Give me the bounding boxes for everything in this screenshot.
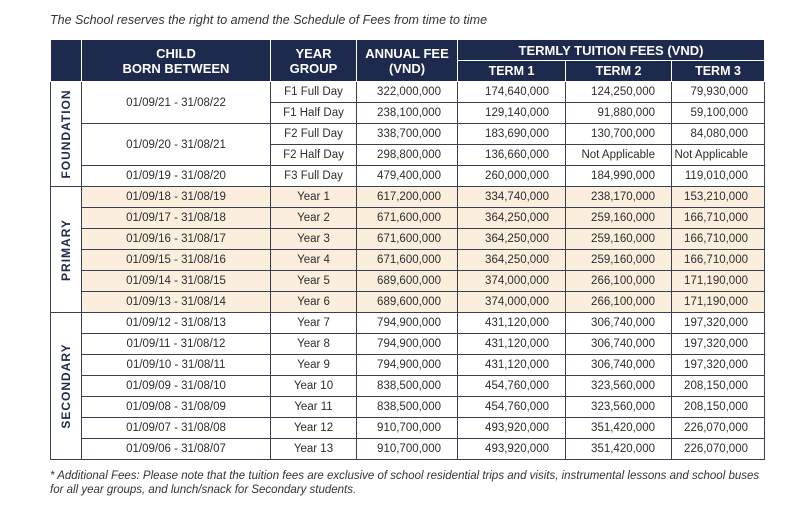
year-group-cell: F2 Half Day	[271, 145, 357, 166]
born-between-cell: 01/09/20 - 31/08/21	[82, 124, 271, 166]
term3-fee-cell: 166,710,000	[672, 229, 765, 250]
table-row	[51, 187, 765, 208]
table-row	[51, 229, 765, 250]
term1-fee-cell: 129,140,000	[458, 103, 566, 124]
born-between-cell: 01/09/19 - 31/08/20	[82, 166, 271, 187]
fee-table-body	[51, 82, 765, 460]
born-between-cell: 01/09/10 - 31/08/11	[82, 355, 271, 376]
term2-fee-cell: 259,160,000	[566, 229, 672, 250]
born-between-cell: 01/09/09 - 31/08/10	[82, 376, 271, 397]
section-label-secondary	[51, 313, 82, 460]
term2-fee-cell: 351,420,000	[566, 439, 672, 460]
term2-fee-cell: 306,740,000	[566, 355, 672, 376]
term3-fee-cell: 171,190,000	[672, 292, 765, 313]
header-year-line1: YEAR	[295, 45, 332, 61]
annual-fee-cell: 479,400,000	[357, 166, 458, 187]
term2-fee-cell: 323,560,000	[566, 397, 672, 418]
year-group-cell: Year 5	[271, 271, 357, 292]
born-between-cell: 01/09/07 - 31/08/08	[82, 418, 271, 439]
annual-fee-cell: 794,900,000	[357, 334, 458, 355]
annual-fee-cell: 671,600,000	[357, 229, 458, 250]
year-group-cell: Year 9	[271, 355, 357, 376]
born-between-cell: 01/09/13 - 31/08/14	[82, 292, 271, 313]
header-child-born-between	[82, 40, 271, 82]
born-between-cell: 01/09/15 - 31/08/16	[82, 250, 271, 271]
header-annual-line1: ANNUAL FEE	[365, 45, 449, 61]
section-label-text: FOUNDATION	[59, 89, 73, 179]
term1-fee-cell: 454,760,000	[458, 376, 566, 397]
header-child-line1: CHILD	[156, 45, 196, 61]
annual-fee-cell: 298,800,000	[357, 145, 458, 166]
term1-fee-cell: 493,920,000	[458, 439, 566, 460]
born-between-cell: 01/09/12 - 31/08/13	[82, 313, 271, 334]
section-label-primary	[51, 187, 82, 313]
born-between-cell: 01/09/08 - 31/08/09	[82, 397, 271, 418]
year-group-cell: F1 Half Day	[271, 103, 357, 124]
year-group-cell: Year 13	[271, 439, 357, 460]
term3-fee-cell: 208,150,000	[672, 376, 765, 397]
term1-fee-cell: 374,000,000	[458, 292, 566, 313]
table-row	[51, 418, 765, 439]
born-between-cell: 01/09/21 - 31/08/22	[82, 82, 271, 124]
table-row	[51, 376, 765, 397]
term1-fee-cell: 364,250,000	[458, 208, 566, 229]
term3-fee-cell: 119,010,000	[672, 166, 765, 187]
term3-fee-cell: 197,320,000	[672, 334, 765, 355]
table-row	[51, 355, 765, 376]
term1-fee-cell: 364,250,000	[458, 229, 566, 250]
term2-fee-cell: 266,100,000	[566, 271, 672, 292]
annual-fee-cell: 322,000,000	[357, 82, 458, 103]
annual-fee-cell: 338,700,000	[357, 124, 458, 145]
term1-fee-cell: 334,740,000	[458, 187, 566, 208]
term1-fee-cell: 364,250,000	[458, 250, 566, 271]
year-group-cell: Year 8	[271, 334, 357, 355]
header-child-line2: BORN BETWEEN	[122, 60, 230, 76]
term3-fee-cell: 197,320,000	[672, 355, 765, 376]
additional-fees-note: * Additional Fees: Please note that the tuition fees are exclusive of school residential trips and visits, instrumental lessons and school buses for all year groups, and lunch/snack for Secondary students.	[50, 470, 760, 496]
term2-fee-cell: 124,250,000	[566, 82, 672, 103]
annual-fee-cell: 689,600,000	[357, 271, 458, 292]
table-row	[51, 166, 765, 187]
term2-fee-cell: 266,100,000	[566, 292, 672, 313]
annual-fee-cell: 910,700,000	[357, 418, 458, 439]
year-group-cell: Year 7	[271, 313, 357, 334]
header-term3: TERM 3	[672, 61, 765, 82]
header-term1: TERM 1	[458, 61, 566, 82]
term2-fee-cell: 306,740,000	[566, 334, 672, 355]
term1-fee-cell: 174,640,000	[458, 82, 566, 103]
born-between-cell: 01/09/11 - 31/08/12	[82, 334, 271, 355]
annual-fee-cell: 671,600,000	[357, 208, 458, 229]
fee-schedule-table	[50, 39, 765, 460]
table-row	[51, 124, 765, 145]
term2-fee-cell: 323,560,000	[566, 376, 672, 397]
term1-fee-cell: 431,120,000	[458, 355, 566, 376]
table-row	[51, 439, 765, 460]
term1-fee-cell: 493,920,000	[458, 418, 566, 439]
term1-fee-cell: 136,660,000	[458, 145, 566, 166]
term2-fee-cell: 351,420,000	[566, 418, 672, 439]
annual-fee-cell: 910,700,000	[357, 439, 458, 460]
annual-fee-cell: 838,500,000	[357, 376, 458, 397]
header-termly-tuition: TERMLY TUITION FEES (VND)	[458, 40, 765, 61]
term1-fee-cell: 260,000,000	[458, 166, 566, 187]
table-row	[51, 397, 765, 418]
born-between-cell: 01/09/06 - 31/08/07	[82, 439, 271, 460]
term2-fee-cell: 91,880,000	[566, 103, 672, 124]
term2-fee-cell: Not Applicable	[566, 145, 672, 166]
year-group-cell: F2 Full Day	[271, 124, 357, 145]
born-between-cell: 01/09/16 - 31/08/17	[82, 229, 271, 250]
year-group-cell: F3 Full Day	[271, 166, 357, 187]
year-group-cell: Year 3	[271, 229, 357, 250]
table-row	[51, 82, 765, 103]
section-label-text: PRIMARY	[59, 218, 73, 281]
term2-fee-cell: 306,740,000	[566, 313, 672, 334]
term3-fee-cell: 153,210,000	[672, 187, 765, 208]
term3-fee-cell: 226,070,000	[672, 418, 765, 439]
year-group-cell: Year 12	[271, 418, 357, 439]
section-label-foundation	[51, 82, 82, 187]
term1-fee-cell: 431,120,000	[458, 313, 566, 334]
term2-fee-cell: 259,160,000	[566, 208, 672, 229]
born-between-cell: 01/09/18 - 31/08/19	[82, 187, 271, 208]
table-row	[51, 292, 765, 313]
header-year-line2: GROUP	[289, 60, 338, 76]
annual-fee-cell: 794,900,000	[357, 355, 458, 376]
term3-fee-cell: 166,710,000	[672, 250, 765, 271]
annual-fee-cell: 838,500,000	[357, 397, 458, 418]
born-between-cell: 01/09/14 - 31/08/15	[82, 271, 271, 292]
term3-fee-cell: Not Applicable	[672, 145, 765, 166]
table-row	[51, 271, 765, 292]
annual-fee-cell: 617,200,000	[357, 187, 458, 208]
term3-fee-cell: 166,710,000	[672, 208, 765, 229]
term3-fee-cell: 84,080,000	[672, 124, 765, 145]
annual-fee-cell: 671,600,000	[357, 250, 458, 271]
term3-fee-cell: 226,070,000	[672, 439, 765, 460]
header-annual-line2: (VND)	[388, 60, 426, 76]
term3-fee-cell: 79,930,000	[672, 82, 765, 103]
year-group-cell: Year 11	[271, 397, 357, 418]
year-group-cell: Year 10	[271, 376, 357, 397]
term3-fee-cell: 208,150,000	[672, 397, 765, 418]
term1-fee-cell: 374,000,000	[458, 271, 566, 292]
annual-fee-cell: 238,100,000	[357, 103, 458, 124]
table-row	[51, 208, 765, 229]
year-group-cell: F1 Full Day	[271, 82, 357, 103]
header-year-group	[271, 40, 357, 82]
term3-fee-cell: 171,190,000	[672, 271, 765, 292]
term2-fee-cell: 238,170,000	[566, 187, 672, 208]
term2-fee-cell: 130,700,000	[566, 124, 672, 145]
table-row	[51, 313, 765, 334]
year-group-cell: Year 6	[271, 292, 357, 313]
header-section-corner	[51, 40, 82, 82]
year-group-cell: Year 2	[271, 208, 357, 229]
term1-fee-cell: 431,120,000	[458, 334, 566, 355]
annual-fee-cell: 794,900,000	[357, 313, 458, 334]
term3-fee-cell: 59,100,000	[672, 103, 765, 124]
section-label-text: SECONDARY	[59, 343, 73, 429]
term3-fee-cell: 197,320,000	[672, 313, 765, 334]
born-between-cell: 01/09/17 - 31/08/18	[82, 208, 271, 229]
header-annual-fee	[357, 40, 458, 82]
header-term2: TERM 2	[566, 61, 672, 82]
year-group-cell: Year 1	[271, 187, 357, 208]
term1-fee-cell: 183,690,000	[458, 124, 566, 145]
table-row	[51, 250, 765, 271]
table-row	[51, 334, 765, 355]
year-group-cell: Year 4	[271, 250, 357, 271]
term2-fee-cell: 184,990,000	[566, 166, 672, 187]
top-note: The School reserves the right to amend the Schedule of Fees from time to time	[50, 13, 488, 27]
term2-fee-cell: 259,160,000	[566, 250, 672, 271]
term1-fee-cell: 454,760,000	[458, 397, 566, 418]
annual-fee-cell: 689,600,000	[357, 292, 458, 313]
